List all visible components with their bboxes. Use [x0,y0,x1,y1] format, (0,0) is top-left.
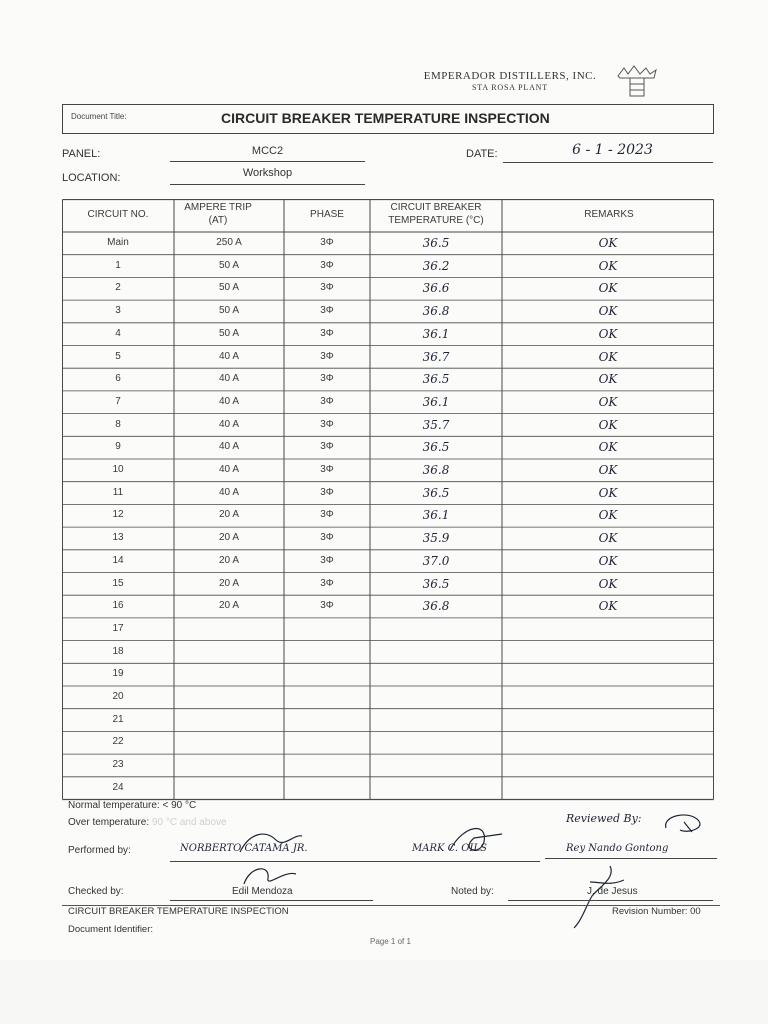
cell-remarks: OK [598,485,618,500]
cell-remarks [502,709,714,732]
cell-circuit: 17 [112,622,124,634]
cell-circuit: 5 [115,350,121,362]
performer-2-signature-stroke-icon [444,820,514,860]
performed-by-line [170,861,540,862]
cell-temp [370,686,502,709]
cell-ampere: 20 A [218,577,240,589]
cell-remarks: OK [598,463,618,477]
cell-circuit: 7 [115,395,121,407]
reviewed-by-signature: Rey Nando Gontong [566,843,669,854]
inspection-table [62,199,714,796]
cell-temp: 37.0 [422,553,450,568]
document-title: CIRCUIT BREAKER TEMPERATURE INSPECTION [221,110,550,126]
cell-phase: 3Φ [320,600,334,612]
cell-phase: 3Φ [320,554,334,566]
cell-phase: 3Φ [320,577,334,589]
cell-ampere: 40 A [218,395,240,407]
cell-phase [284,777,370,800]
cell-phase: 3Φ [320,373,334,385]
cell-temp: 36.5 [422,485,450,500]
cell-temp: 35.7 [422,417,450,432]
cell-temp [370,618,502,641]
cell-remarks: OK [598,531,618,546]
cell-ampere [174,618,284,641]
cell-circuit: 20 [112,691,124,702]
cell-ampere [174,709,284,732]
cell-remarks: OK [598,236,618,250]
cell-temp: 36.2 [422,258,450,273]
over-temperature-note [68,817,227,828]
cell-ampere [174,663,284,686]
noted-by-name: J. de Jesus [587,886,638,897]
performed-by-label: Performed by: [68,845,131,856]
checked-by-label: Checked by: [68,886,124,897]
cell-temp [370,777,502,800]
document-title-box [62,104,714,134]
reviewed-by-handwriting: Reviewed By: [566,812,642,825]
cell-phase: 3Φ [320,509,334,521]
document-title-label: Document Title: [71,112,127,121]
cell-ampere [174,754,284,777]
cell-phase [284,731,370,754]
page-number: Page 1 of 1 [370,937,411,946]
header-remarks: REMARKS [584,209,634,220]
cell-temp: 36.8 [422,304,450,319]
cell-temp [370,641,502,664]
cell-ampere: 40 A [218,441,240,453]
cell-ampere: 20 A [218,600,240,612]
checker-signature-stroke-icon [240,860,300,890]
company-logo-icon [612,62,662,98]
cell-phase: 3Φ [320,282,334,294]
cell-temp: 36.7 [422,349,450,364]
cell-remarks: OK [598,349,618,364]
panel-label: PANEL: [62,148,101,160]
cell-phase: 3Φ [320,327,334,339]
cell-circuit: 23 [112,759,124,771]
cell-temp: 35.9 [422,531,450,546]
cell-circuit: 19 [112,668,124,680]
cell-remarks [502,731,714,754]
cell-circuit: 4 [115,327,121,339]
cell-remarks: OK [598,281,618,296]
location-value: Workshop [242,167,293,179]
cell-circuit: 9 [115,441,121,453]
cell-phase: 3Φ [320,464,334,475]
company-plant: STA ROSA PLANT [472,83,548,92]
cell-circuit: 21 [112,713,124,725]
cell-temp: 36.1 [422,326,450,341]
cell-remarks: OK [598,599,618,614]
cell-remarks [502,641,714,664]
cell-remarks: OK [598,417,618,432]
cell-phase: 3Φ [320,305,334,317]
cell-ampere: 40 A [218,486,240,498]
document-identifier: Document Identifier: [68,924,154,935]
cell-ampere: 40 A [218,350,240,362]
performed-by-signature-1: NORBERTO CATAMA JR. [180,843,308,854]
cell-ampere [174,777,284,800]
cell-temp: 36.5 [422,576,450,591]
cell-temp [370,731,502,754]
noted-by-line [508,900,713,901]
cell-circuit: 18 [112,645,124,657]
noter-signature-stroke-icon [570,860,630,932]
cell-circuit: 16 [112,600,124,612]
cell-ampere: 40 A [218,418,240,430]
panel-line [170,161,365,162]
cell-phase: 3Φ [320,486,334,498]
cell-ampere [174,731,284,754]
cell-circuit: 14 [112,554,124,566]
performed-by-signature-2: MARK C. OILS [412,843,487,854]
cell-circuit: 12 [112,509,124,521]
cell-phase [284,709,370,732]
cell-circuit: Main [107,237,129,248]
company-name: EMPERADOR DISTILLERS, INC. [423,70,597,82]
cell-remarks: OK [598,326,618,341]
cell-remarks [502,686,714,709]
noted-by-label: Noted by: [451,886,494,897]
cell-remarks: OK [598,508,618,523]
cell-temp [370,754,502,777]
cell-ampere: 50 A [218,327,240,339]
cell-temp: 36.8 [422,463,450,477]
cell-remarks: OK [598,258,618,273]
cell-temp: 36.5 [422,236,450,250]
reviewer-initial-signature-icon [658,808,714,838]
cell-phase: 3Φ [320,395,334,407]
cell-phase: 3Φ [320,418,334,430]
cell-remarks [502,777,714,800]
header-cb-temperature: CIRCUIT BREAKER TEMPERATURE (°C) [388,202,484,226]
cell-phase [284,686,370,709]
cell-circuit: 3 [115,305,121,317]
cell-circuit: 2 [115,282,121,294]
cell-remarks: OK [598,372,618,387]
cell-ampere: 40 A [218,373,240,385]
cell-ampere [174,686,284,709]
cell-phase [284,663,370,686]
reviewed-by-line [545,858,717,859]
checked-by-name: Edil Mendoza [232,886,293,897]
performer-signature-stroke-icon [236,826,306,860]
cell-temp: 36.8 [422,599,450,614]
cell-remarks: OK [598,304,618,319]
cell-ampere: 50 A [218,305,240,317]
cell-ampere: 20 A [218,532,240,544]
cell-remarks: OK [598,440,618,455]
cell-remarks: OK [598,394,618,409]
cell-circuit: 13 [112,532,124,544]
cell-phase: 3Φ [320,441,334,453]
cell-ampere: 50 A [218,259,240,271]
cell-ampere: 50 A [218,282,240,294]
over-temperature-label: Over temperature: [68,817,150,828]
revision-number: Revision Number: 00 [612,906,701,917]
cell-temp: 36.5 [422,372,450,387]
cell-temp [370,709,502,732]
cell-remarks: OK [598,553,618,568]
cell-circuit: 10 [112,464,124,475]
cell-circuit: 22 [112,736,124,748]
cell-circuit: 1 [115,259,121,271]
cell-temp: 36.6 [422,281,450,296]
cell-phase [284,641,370,664]
cell-phase [284,754,370,777]
cell-circuit: 8 [115,418,121,430]
cell-circuit: 24 [112,781,124,793]
cell-remarks [502,618,714,641]
cell-temp: 36.1 [422,394,450,409]
cell-ampere: 20 A [218,509,240,521]
normal-temperature-note: Normal temperature: < 90 °C [68,800,197,811]
over-temperature-value: 90 °C and above [151,817,227,828]
date-line [503,162,713,163]
cell-ampere: 250 A [216,237,242,248]
header-ampere-trip: AMPERE TRIP (AT) [184,202,252,226]
checked-by-line [170,900,373,901]
cell-temp: 36.5 [422,440,450,455]
cell-ampere: 20 A [218,554,240,566]
date-value: 6 - 1 - 2023 [572,142,653,158]
cell-remarks [502,754,714,777]
cell-temp [370,663,502,686]
location-line [170,184,365,185]
cell-ampere: 40 A [218,464,240,475]
cell-phase [284,618,370,641]
location-label: LOCATION: [62,172,121,184]
cell-temp: 36.1 [422,508,450,523]
cell-circuit: 15 [112,577,124,589]
date-label: DATE: [466,148,498,160]
cell-remarks: OK [598,576,618,591]
cell-circuit: 11 [112,486,124,498]
cell-ampere [174,641,284,664]
footer-document-name: CIRCUIT BREAKER TEMPERATURE INSPECTION [68,906,289,917]
cell-remarks [502,663,714,686]
company-header [410,70,610,92]
cell-circuit: 6 [115,373,121,385]
cell-phase: 3Φ [320,532,334,544]
panel-value: MCC2 [251,145,284,157]
header-phase: PHASE [310,209,344,220]
header-circuit-no: CIRCUIT NO. [87,209,149,220]
cell-phase: 3Φ [320,350,334,362]
cell-phase: 3Φ [320,237,334,248]
cell-phase: 3Φ [320,259,334,271]
